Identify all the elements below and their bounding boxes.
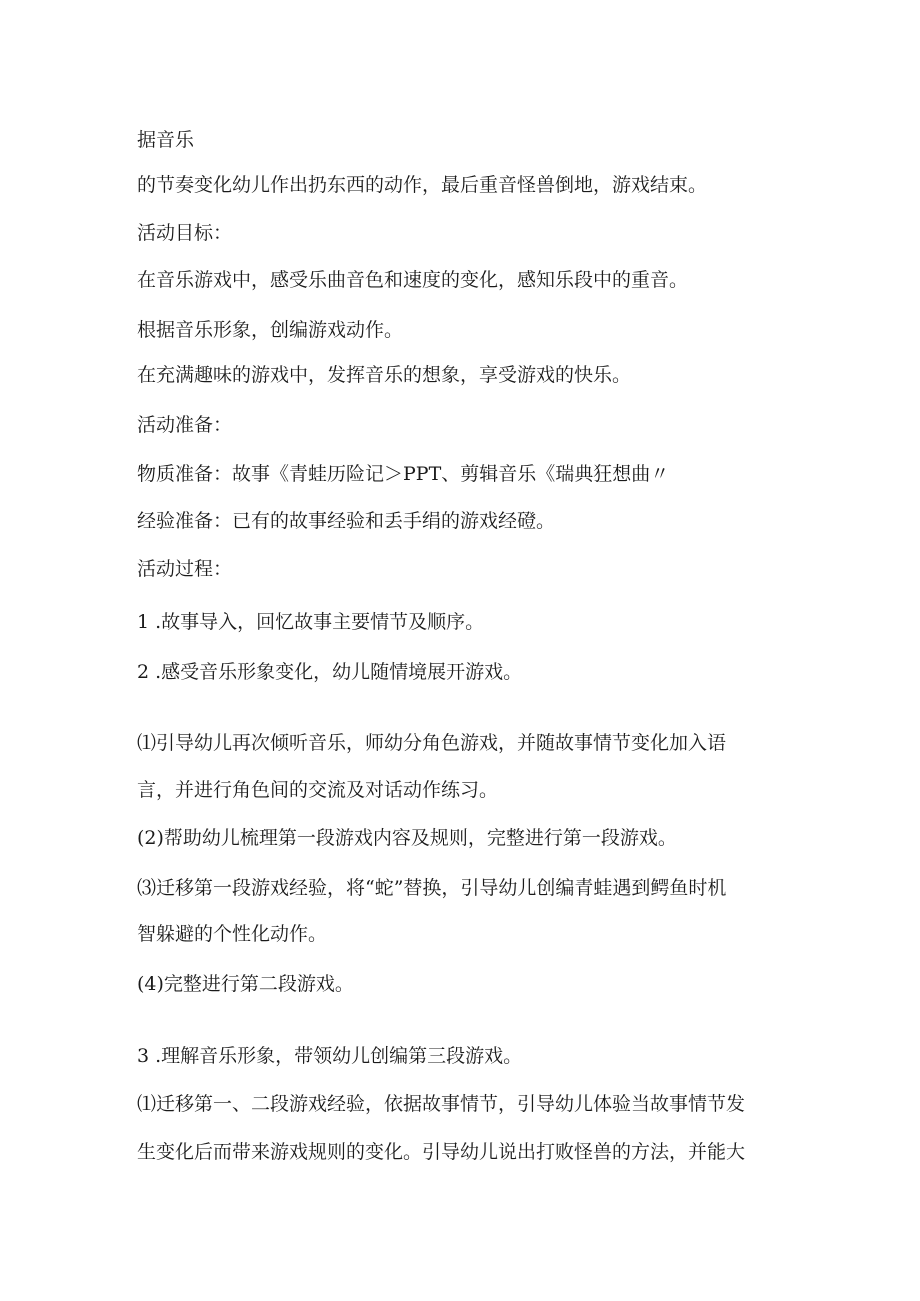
text-line: 智躲避的个性化动作。 (137, 923, 328, 945)
text-line: 生变化后而带来游戏规则的变化。引导幼儿说出打败怪兽的方法，并能大 (137, 1141, 746, 1163)
sub-list-item: ⑴引导幼儿再次倾听音乐，师幼分角色游戏，并随故事情节变化加入语 (137, 732, 727, 754)
section-heading-process: 活动过程： (137, 558, 233, 580)
text-line: 经验准备：已有的故事经验和丢手绢的游戏经磴。 (137, 510, 556, 532)
text-line: 在音乐游戏中，感受乐曲音色和速度的变化，感知乐段中的重音。 (137, 269, 689, 291)
sub-list-item: ⑶迁移第一段游戏经验，将“蛇”替换，引导幼儿创编青蛙遇到鳄鱼时机 (137, 877, 727, 899)
text-line: 的节奏变化幼儿作出扔东西的动作，最后重音怪兽倒地，游戏结束。 (137, 174, 708, 196)
text-line: 根据音乐形象，创编游戏动作。 (137, 319, 404, 341)
text-line: 言，并进行角色间的交流及对话动作练习。 (137, 779, 499, 801)
list-item: 2 .感受音乐形象变化，幼儿随情境展开游戏。 (137, 661, 523, 683)
sub-list-item: (4)完整进行第二段游戏。 (137, 973, 354, 995)
text-line: 据音乐 (137, 129, 195, 151)
sub-list-item: (2)帮助幼儿梳理第一段游戏内容及规则，完整进行第一段游戏。 (137, 827, 677, 849)
text-line: 物质准备：故事《青蛙历险记＞PPT、剪辑音乐《瑞典狂想曲〃 (137, 463, 670, 485)
list-item: 1 .故事导入，回忆故事主要情节及顺序。 (137, 611, 485, 633)
list-item: 3 .理解音乐形象，带领幼儿创编第三段游戏。 (137, 1045, 523, 1067)
text-line: 在充满趣味的游戏中，发挥音乐的想象，享受游戏的快乐。 (137, 364, 632, 386)
section-heading-goals: 活动目标： (137, 222, 233, 244)
sub-list-item: ⑴迁移第一、二段游戏经验，依据故事情节，引导幼儿体验当故事情节发 (137, 1093, 746, 1115)
section-heading-preparation: 活动准备： (137, 414, 233, 436)
